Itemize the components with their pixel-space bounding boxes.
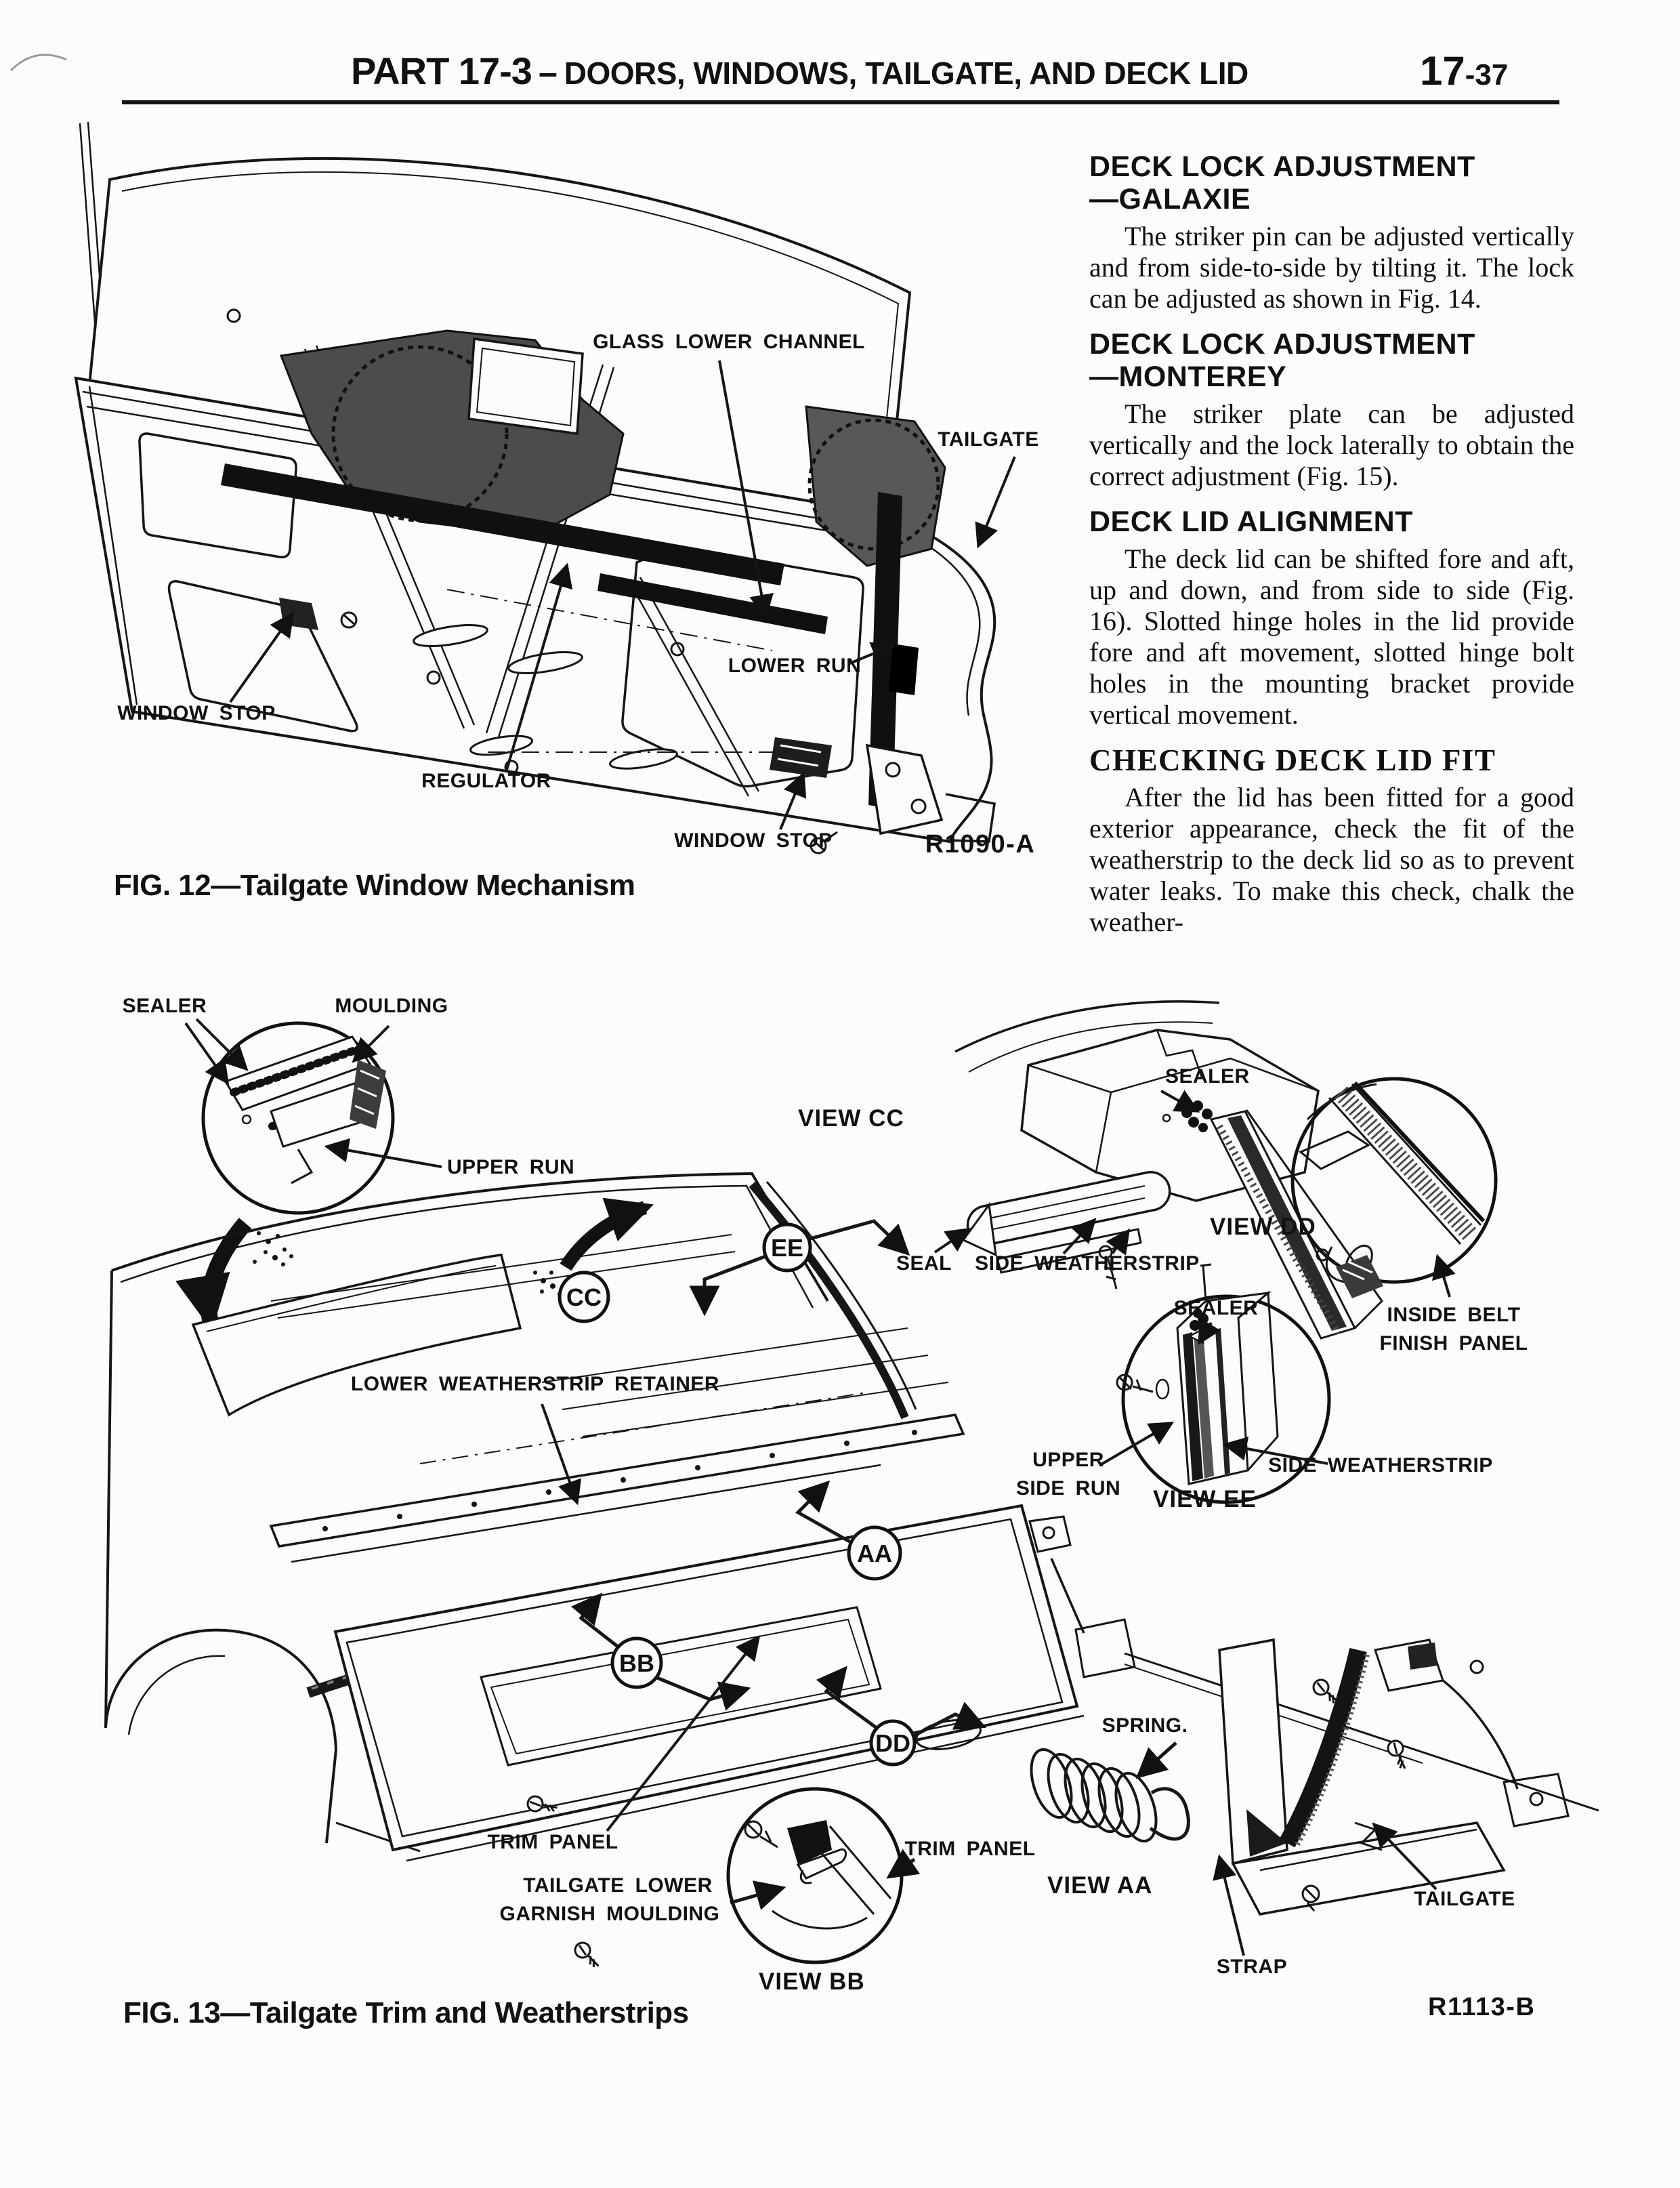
label-sealer: SEALER — [122, 995, 207, 1017]
fig12-ref-code: R1090-A — [925, 830, 1036, 859]
label-tailgate-aa: TAILGATE — [1414, 1888, 1515, 1910]
view-ee-labels — [1016, 1297, 1493, 1512]
fig12-tailgate-window-mechanism-illustration — [68, 115, 1084, 881]
section-deck-lock-monterey — [1089, 328, 1574, 492]
label-lower-weatherstrip-retainer: LOWER WEATHERSTRIP RETAINER — [350, 1373, 720, 1395]
label-leader — [978, 457, 1015, 546]
section-heading: DECK LID ALIGNMENT — [1089, 505, 1413, 538]
label-upper-side-run-line2: SIDE RUN — [1015, 1477, 1121, 1500]
label-garnish-line2: GARNISH MOULDING — [499, 1903, 720, 1925]
label-sealer-ee: SEALER — [1173, 1297, 1259, 1319]
label-side-weatherstrip-cc: SIDE WEATHERSTRIP — [975, 1252, 1200, 1275]
label-trim-panel-left: TRIM PANEL — [487, 1831, 618, 1853]
section-checking-deck-lid-fit — [1089, 744, 1574, 938]
section-deck-lock-galaxie — [1089, 150, 1574, 314]
label-garnish-line1: TAILGATE LOWER — [523, 1874, 713, 1897]
marker-bb: BB — [619, 1649, 654, 1677]
section-heading: CHECKING DECK LID FIT — [1089, 743, 1496, 777]
section-body: After the lid has been fitted for a good exterior appearance, check the fit of the weatherstrip to the deck lid so as to prevent water leaks. To make this check, chalk the weather- — [1089, 782, 1574, 937]
label-moulding: MOULDING — [335, 995, 448, 1017]
label-inside-belt-line1: INSIDE BELT — [1387, 1304, 1521, 1326]
fig13-caption: FIG. 13—Tailgate Trim and Weatherstrips — [123, 1996, 689, 2029]
label-glass-lower-channel: GLASS LOWER CHANNEL — [593, 331, 865, 353]
page-number-major: 17 — [1420, 48, 1465, 94]
view-cc-title: VIEW CC — [798, 1105, 904, 1132]
view-dd-title: VIEW DD — [1210, 1214, 1316, 1240]
page-number-minor: -37 — [1465, 58, 1509, 91]
page-header — [351, 49, 1248, 93]
page-number — [1420, 47, 1508, 94]
label-tailgate: TAILGATE — [938, 428, 1039, 451]
section-body: The striker plate can be adjusted vertically and the lock laterally to obtain the correct adjustment (Fig. 15). — [1089, 398, 1574, 491]
header-dash: – — [538, 54, 558, 91]
marker-dd: DD — [875, 1729, 910, 1757]
view-ee-title: VIEW EE — [1153, 1486, 1257, 1512]
section-heading: DECK LOCK ADJUSTMENT — [1089, 328, 1475, 360]
marker-aa: AA — [857, 1540, 892, 1567]
fig13-ref-code: R1113-B — [1428, 1993, 1536, 2019]
scan-artifact-curve — [5, 39, 73, 87]
part-number: PART 17-3 — [351, 49, 532, 92]
label-trim-panel-right: TRIM PANEL — [904, 1838, 1036, 1860]
label-strap: STRAP — [1216, 1956, 1288, 1978]
fig12-caption: FIG. 12—Tailgate Window Mechanism — [114, 869, 635, 902]
label-sealer-cc: SEALER — [1165, 1065, 1250, 1088]
view-bb-title: VIEW BB — [759, 1968, 865, 1995]
section-deck-lid-alignment — [1089, 505, 1574, 730]
label-side-weatherstrip-ee: SIDE WEATHERSTRIP — [1268, 1454, 1493, 1477]
label-seal: SEAL — [896, 1252, 952, 1275]
section-heading: DECK LOCK ADJUSTMENT — [1089, 150, 1475, 183]
text-column — [1089, 150, 1574, 938]
page-title: DOORS, WINDOWS, TAILGATE, AND DECK LID — [564, 56, 1248, 91]
section-heading-line2: —MONTEREY — [1089, 360, 1287, 393]
marker-cc: CC — [566, 1283, 602, 1311]
view-cc-detail — [955, 1002, 1382, 1338]
header-rule — [122, 100, 1559, 104]
label-spring: SPRING. — [1101, 1714, 1188, 1737]
label-upper-run: UPPER RUN — [447, 1156, 575, 1178]
label-regulator: REGULATOR — [421, 770, 551, 792]
marker-ee: EE — [770, 1234, 804, 1262]
label-lower-run: LOWER RUN — [728, 655, 862, 677]
label-window-stop-bottom: WINDOW STOP — [674, 829, 833, 852]
tailgate-drawing — [76, 122, 994, 853]
label-inside-belt-line2: FINISH PANEL — [1379, 1332, 1528, 1355]
section-body: The striker pin can be adjusted vertically and from side-to-side by tilting it. The lock can be adjusted as shown in Fig. 14. — [1089, 221, 1574, 314]
section-heading-line2: —GALAXIE — [1089, 183, 1251, 215]
label-upper-side-run-line1: UPPER — [1032, 1449, 1104, 1471]
stipple-dots — [253, 1231, 293, 1266]
section-body: The deck lid can be shifted fore and aft, up and down, and from side to side (Fig. 16). Slotted hinge holes in the lid provide fore and aft movement, slotted hinge bolt holes in the mounting bracket provide vertical movement. — [1089, 543, 1574, 730]
view-bb-detail — [728, 1789, 902, 1962]
fig13-tailgate-trim-weatherstrips-illustration — [68, 949, 1626, 2019]
label-window-stop-left: WINDOW STOP — [117, 702, 276, 724]
view-aa-title: VIEW AA — [1047, 1872, 1153, 1899]
